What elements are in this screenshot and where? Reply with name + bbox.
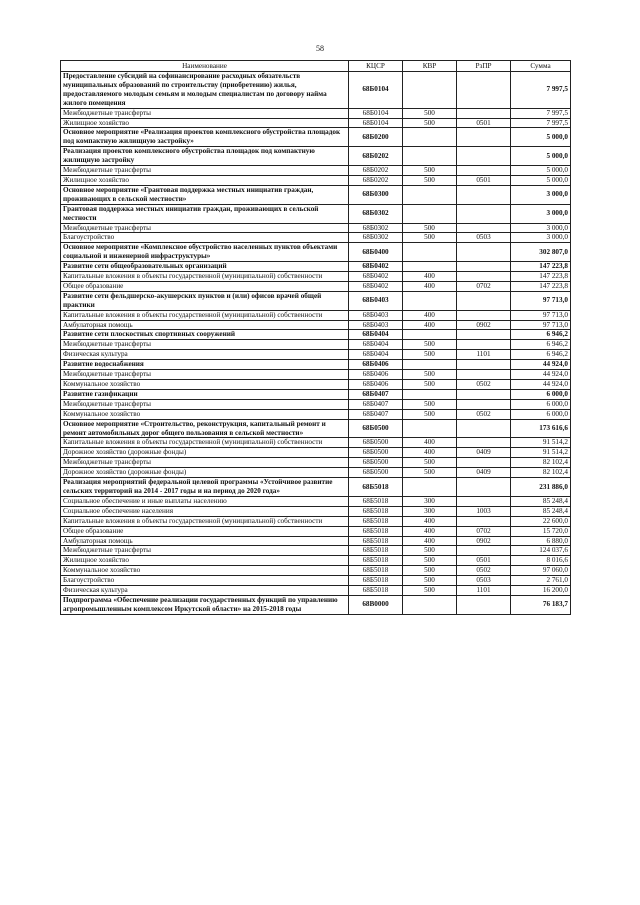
cell-kvr xyxy=(403,204,457,223)
cell-kcsr: 68Б0404 xyxy=(349,350,403,360)
cell-name: Капитальные вложения в объекты государственной (муниципальной) собственности xyxy=(61,310,349,320)
cell-name: Физическая культура xyxy=(61,350,349,360)
cell-sum: 2 761,0 xyxy=(511,576,571,586)
cell-rzpr xyxy=(457,419,511,438)
cell-sum: 97 713,0 xyxy=(511,320,571,330)
cell-kvr xyxy=(403,72,457,109)
cell-kvr xyxy=(403,262,457,272)
cell-rzpr xyxy=(457,478,511,497)
cell-name: Жилищное хозяйство xyxy=(61,556,349,566)
cell-name: Развитие сети плоскостных спортивных сооружений xyxy=(61,330,349,340)
cell-sum: 3 000,0 xyxy=(511,185,571,204)
cell-kvr xyxy=(403,243,457,262)
table-row xyxy=(61,566,571,576)
cell-kcsr: 68Б0403 xyxy=(349,320,403,330)
cell-rzpr xyxy=(457,72,511,109)
table-row xyxy=(61,350,571,360)
cell-rzpr xyxy=(457,185,511,204)
cell-rzpr: 0702 xyxy=(457,281,511,291)
cell-sum: 147 223,8 xyxy=(511,272,571,282)
header-kcsr: КЦСР xyxy=(349,61,403,72)
cell-kcsr: 68Б0406 xyxy=(349,370,403,380)
cell-kvr: 500 xyxy=(403,118,457,128)
cell-kcsr: 68Б5018 xyxy=(349,576,403,586)
cell-rzpr: 1101 xyxy=(457,586,511,596)
table-row xyxy=(61,166,571,176)
cell-rzpr xyxy=(457,330,511,340)
cell-kcsr: 68Б0404 xyxy=(349,340,403,350)
cell-sum: 173 616,6 xyxy=(511,419,571,438)
cell-kvr xyxy=(403,595,457,614)
table-row xyxy=(61,233,571,243)
header-kvr: КВР xyxy=(403,61,457,72)
cell-rzpr: 0902 xyxy=(457,320,511,330)
table-row xyxy=(61,118,571,128)
cell-sum: 97 713,0 xyxy=(511,291,571,310)
cell-kvr: 500 xyxy=(403,166,457,176)
cell-sum: 231 886,0 xyxy=(511,478,571,497)
cell-name: Подпрограмма «Обеспечение реализации государственных функций по управлению агропромышленным комплексом Иркутской области» на 2015-2018 годы xyxy=(61,595,349,614)
cell-kvr: 400 xyxy=(403,320,457,330)
cell-sum: 3 000,0 xyxy=(511,223,571,233)
table-row xyxy=(61,526,571,536)
cell-kcsr: 68Б0406 xyxy=(349,380,403,390)
cell-kvr: 500 xyxy=(403,370,457,380)
cell-sum: 5 000,0 xyxy=(511,166,571,176)
cell-kvr xyxy=(403,330,457,340)
cell-name: Социальное обеспечение населения xyxy=(61,506,349,516)
cell-kcsr: 68Б0407 xyxy=(349,389,403,399)
cell-sum: 6 880,0 xyxy=(511,536,571,546)
cell-kvr: 500 xyxy=(403,586,457,596)
cell-name: Капитальные вложения в объекты государственной (муниципальной) собственности xyxy=(61,272,349,282)
cell-kvr: 400 xyxy=(403,310,457,320)
cell-name: Развитие сети общеобразовательных организаций xyxy=(61,262,349,272)
cell-kcsr: 68Б0302 xyxy=(349,223,403,233)
cell-kvr: 500 xyxy=(403,233,457,243)
cell-sum: 82 102,4 xyxy=(511,468,571,478)
table-row xyxy=(61,448,571,458)
cell-rzpr xyxy=(457,438,511,448)
cell-kvr xyxy=(403,128,457,147)
cell-rzpr xyxy=(457,262,511,272)
cell-rzpr xyxy=(457,166,511,176)
cell-name: Капитальные вложения в объекты государственной (муниципальной) собственности xyxy=(61,516,349,526)
cell-kvr: 500 xyxy=(403,468,457,478)
cell-sum: 147 223,8 xyxy=(511,262,571,272)
cell-sum: 147 223,8 xyxy=(511,281,571,291)
cell-kvr: 400 xyxy=(403,516,457,526)
cell-rzpr: 0409 xyxy=(457,448,511,458)
cell-rzpr: 1003 xyxy=(457,506,511,516)
cell-name: Общее образование xyxy=(61,526,349,536)
cell-kvr xyxy=(403,389,457,399)
cell-kvr xyxy=(403,185,457,204)
cell-kcsr: 68Б5018 xyxy=(349,566,403,576)
cell-rzpr xyxy=(457,546,511,556)
header-rzpr: РзПР xyxy=(457,61,511,72)
cell-name: Амбулаторная помощь xyxy=(61,536,349,546)
cell-kvr: 500 xyxy=(403,556,457,566)
cell-kvr xyxy=(403,360,457,370)
table-row xyxy=(61,389,571,399)
cell-name: Коммунальное хозяйство xyxy=(61,409,349,419)
table-row xyxy=(61,175,571,185)
table-row xyxy=(61,468,571,478)
cell-kcsr: 68Б0500 xyxy=(349,419,403,438)
cell-rzpr: 0409 xyxy=(457,468,511,478)
table-row xyxy=(61,516,571,526)
cell-sum: 44 924,0 xyxy=(511,360,571,370)
cell-kvr: 400 xyxy=(403,448,457,458)
cell-sum: 91 514,2 xyxy=(511,438,571,448)
cell-kcsr: 68Б0402 xyxy=(349,281,403,291)
cell-kvr: 500 xyxy=(403,380,457,390)
table-row xyxy=(61,419,571,438)
cell-name: Основное мероприятие «Строительство, реконструкция, капитальный ремонт и ремонт автомобильных дорог общего пользования в сельской местности» xyxy=(61,419,349,438)
cell-sum: 302 807,0 xyxy=(511,243,571,262)
cell-kcsr: 68Б5018 xyxy=(349,526,403,536)
cell-kcsr: 68Б0407 xyxy=(349,409,403,419)
cell-sum: 97 060,0 xyxy=(511,566,571,576)
cell-name: Благоустройство xyxy=(61,233,349,243)
cell-sum: 16 200,0 xyxy=(511,586,571,596)
cell-name: Амбулаторная помощь xyxy=(61,320,349,330)
cell-rzpr xyxy=(457,360,511,370)
cell-rzpr: 0702 xyxy=(457,526,511,536)
cell-sum: 6 000,0 xyxy=(511,399,571,409)
table-row xyxy=(61,546,571,556)
table-row xyxy=(61,458,571,468)
cell-sum: 7 997,5 xyxy=(511,118,571,128)
cell-kcsr: 68В0000 xyxy=(349,595,403,614)
cell-name: Предоставление субсидий на софинансирование расходных обязательств муниципальных образований по строительству (приобретению) жилья, предоставляемого молодым семьям и молодым специалистам по договору найма жилого помещения xyxy=(61,72,349,109)
cell-rzpr xyxy=(457,595,511,614)
cell-rzpr xyxy=(457,496,511,506)
cell-kcsr: 68Б0500 xyxy=(349,438,403,448)
table-row xyxy=(61,281,571,291)
cell-kvr: 300 xyxy=(403,496,457,506)
cell-sum: 5 000,0 xyxy=(511,175,571,185)
cell-sum: 6 000,0 xyxy=(511,389,571,399)
table-row xyxy=(61,536,571,546)
cell-kvr: 500 xyxy=(403,340,457,350)
cell-kvr: 300 xyxy=(403,506,457,516)
cell-name: Межбюджетные трансферты xyxy=(61,108,349,118)
cell-name: Жилищное хозяйство xyxy=(61,118,349,128)
cell-name: Физическая культура xyxy=(61,586,349,596)
cell-rzpr xyxy=(457,223,511,233)
cell-name: Основное мероприятие «Реализация проектов комплексного обустройства площадок под компактную жилищную застройку» xyxy=(61,128,349,147)
cell-kcsr: 68Б0104 xyxy=(349,108,403,118)
cell-name: Межбюджетные трансферты xyxy=(61,399,349,409)
table-body xyxy=(61,72,571,615)
cell-name: Межбюджетные трансферты xyxy=(61,546,349,556)
table-row xyxy=(61,340,571,350)
cell-rzpr: 0902 xyxy=(457,536,511,546)
cell-kvr: 500 xyxy=(403,175,457,185)
cell-sum: 44 924,0 xyxy=(511,370,571,380)
cell-rzpr: 0502 xyxy=(457,380,511,390)
cell-sum: 6 946,2 xyxy=(511,350,571,360)
cell-kcsr: 68Б5018 xyxy=(349,556,403,566)
header-name: Наименование xyxy=(61,61,349,72)
cell-name: Социальное обеспечение и иные выплаты населению xyxy=(61,496,349,506)
cell-sum: 6 000,0 xyxy=(511,409,571,419)
cell-rzpr xyxy=(457,389,511,399)
cell-sum: 85 248,4 xyxy=(511,496,571,506)
cell-name: Жилищное хозяйство xyxy=(61,175,349,185)
cell-name: Коммунальное хозяйство xyxy=(61,566,349,576)
cell-rzpr: 0501 xyxy=(457,556,511,566)
cell-kcsr: 68Б0302 xyxy=(349,233,403,243)
cell-rzpr xyxy=(457,291,511,310)
cell-rzpr: 0502 xyxy=(457,566,511,576)
cell-kcsr: 68Б0406 xyxy=(349,360,403,370)
cell-sum: 3 000,0 xyxy=(511,233,571,243)
cell-sum: 91 514,2 xyxy=(511,448,571,458)
cell-kcsr: 68Б5018 xyxy=(349,586,403,596)
cell-kcsr: 68Б0202 xyxy=(349,147,403,166)
table-row xyxy=(61,506,571,516)
cell-kcsr: 68Б0403 xyxy=(349,291,403,310)
table-row xyxy=(61,595,571,614)
cell-rzpr xyxy=(457,108,511,118)
cell-kcsr: 68Б0403 xyxy=(349,310,403,320)
cell-rzpr: 0503 xyxy=(457,233,511,243)
cell-kcsr: 68Б0407 xyxy=(349,399,403,409)
cell-name: Развитие газификации xyxy=(61,389,349,399)
cell-name: Основное мероприятие «Комплексное обустройство населенных пунктов объектами социальной и инженерной инфраструктуры» xyxy=(61,243,349,262)
table-row xyxy=(61,360,571,370)
cell-sum: 22 600,0 xyxy=(511,516,571,526)
cell-name: Межбюджетные трансферты xyxy=(61,223,349,233)
cell-name: Межбюджетные трансферты xyxy=(61,458,349,468)
cell-kcsr: 68Б0400 xyxy=(349,243,403,262)
cell-sum: 15 720,0 xyxy=(511,526,571,536)
cell-sum: 82 102,4 xyxy=(511,458,571,468)
cell-rzpr xyxy=(457,399,511,409)
cell-kvr: 500 xyxy=(403,458,457,468)
cell-sum: 8 016,6 xyxy=(511,556,571,566)
table-row xyxy=(61,223,571,233)
cell-kcsr: 68Б0200 xyxy=(349,128,403,147)
cell-sum: 5 000,0 xyxy=(511,128,571,147)
cell-kvr: 400 xyxy=(403,281,457,291)
cell-kcsr: 68Б5018 xyxy=(349,506,403,516)
cell-kvr: 400 xyxy=(403,536,457,546)
cell-rzpr xyxy=(457,516,511,526)
cell-name: Общее образование xyxy=(61,281,349,291)
table-row xyxy=(61,262,571,272)
table-row xyxy=(61,380,571,390)
cell-rzpr xyxy=(457,340,511,350)
cell-rzpr xyxy=(457,204,511,223)
cell-sum: 7 997,5 xyxy=(511,72,571,109)
cell-name: Капитальные вложения в объекты государственной (муниципальной) собственности xyxy=(61,438,349,448)
table-row xyxy=(61,576,571,586)
cell-name: Коммунальное хозяйство xyxy=(61,380,349,390)
cell-kvr xyxy=(403,419,457,438)
table-row xyxy=(61,478,571,497)
cell-kvr: 500 xyxy=(403,350,457,360)
cell-kcsr: 68Б5018 xyxy=(349,496,403,506)
cell-kcsr: 68Б0402 xyxy=(349,262,403,272)
cell-rzpr: 0502 xyxy=(457,409,511,419)
cell-rzpr xyxy=(457,458,511,468)
cell-kcsr: 68Б5018 xyxy=(349,516,403,526)
cell-name: Дорожное хозяйство (дорожные фонды) xyxy=(61,468,349,478)
table-row xyxy=(61,108,571,118)
table-row xyxy=(61,72,571,109)
cell-sum: 44 924,0 xyxy=(511,380,571,390)
table-row xyxy=(61,310,571,320)
table-row xyxy=(61,370,571,380)
cell-kcsr: 68Б0104 xyxy=(349,72,403,109)
cell-kcsr: 68Б0104 xyxy=(349,118,403,128)
cell-kvr: 500 xyxy=(403,566,457,576)
table-row xyxy=(61,586,571,596)
cell-kvr: 500 xyxy=(403,576,457,586)
cell-rzpr xyxy=(457,128,511,147)
cell-rzpr xyxy=(457,243,511,262)
table-row xyxy=(61,496,571,506)
cell-sum: 3 000,0 xyxy=(511,204,571,223)
table-row xyxy=(61,320,571,330)
cell-sum: 85 248,4 xyxy=(511,506,571,516)
cell-name: Межбюджетные трансферты xyxy=(61,370,349,380)
cell-sum: 6 946,2 xyxy=(511,340,571,350)
cell-kvr: 500 xyxy=(403,108,457,118)
cell-name: Дорожное хозяйство (дорожные фонды) xyxy=(61,448,349,458)
table-header-row xyxy=(61,61,571,72)
cell-kcsr: 68Б0500 xyxy=(349,458,403,468)
cell-kcsr: 68Б5018 xyxy=(349,478,403,497)
cell-rzpr: 0503 xyxy=(457,576,511,586)
cell-name: Грантовая поддержка местных инициатив граждан, проживающих в сельской местности xyxy=(61,204,349,223)
table-row xyxy=(61,204,571,223)
header-sum: Сумма xyxy=(511,61,571,72)
cell-kcsr: 68Б0404 xyxy=(349,330,403,340)
cell-kvr xyxy=(403,291,457,310)
cell-kcsr: 68Б0500 xyxy=(349,468,403,478)
cell-name: Благоустройство xyxy=(61,576,349,586)
cell-rzpr: 0501 xyxy=(457,118,511,128)
cell-kcsr: 68Б0300 xyxy=(349,185,403,204)
cell-kvr xyxy=(403,478,457,497)
table-row xyxy=(61,399,571,409)
cell-kcsr: 68Б0202 xyxy=(349,175,403,185)
cell-kvr xyxy=(403,147,457,166)
table-row xyxy=(61,272,571,282)
cell-name: Межбюджетные трансферты xyxy=(61,340,349,350)
cell-sum: 6 946,2 xyxy=(511,330,571,340)
cell-rzpr xyxy=(457,147,511,166)
cell-sum: 124 037,6 xyxy=(511,546,571,556)
cell-rzpr xyxy=(457,310,511,320)
cell-sum: 7 997,5 xyxy=(511,108,571,118)
table-row xyxy=(61,185,571,204)
cell-kcsr: 68Б5018 xyxy=(349,546,403,556)
cell-kvr: 500 xyxy=(403,546,457,556)
table-row xyxy=(61,330,571,340)
table-row xyxy=(61,409,571,419)
cell-kvr: 400 xyxy=(403,272,457,282)
cell-rzpr: 0501 xyxy=(457,175,511,185)
cell-kcsr: 68Б0202 xyxy=(349,166,403,176)
cell-name: Межбюджетные трансферты xyxy=(61,166,349,176)
cell-name: Основное мероприятие «Грантовая поддержка местных инициатив граждан, проживающих в сельской местности» xyxy=(61,185,349,204)
cell-kcsr: 68Б0402 xyxy=(349,272,403,282)
cell-sum: 5 000,0 xyxy=(511,147,571,166)
cell-name: Развитие сети фельдшерско-акушерских пунктов и (или) офисов врачей общей практики xyxy=(61,291,349,310)
cell-sum: 76 183,7 xyxy=(511,595,571,614)
cell-kvr: 500 xyxy=(403,409,457,419)
cell-rzpr xyxy=(457,370,511,380)
cell-kvr: 400 xyxy=(403,526,457,536)
cell-kcsr: 68Б5018 xyxy=(349,536,403,546)
table-row xyxy=(61,556,571,566)
cell-rzpr xyxy=(457,272,511,282)
page-number: 58 xyxy=(316,44,324,53)
cell-name: Развитие водоснабжения xyxy=(61,360,349,370)
table-row xyxy=(61,147,571,166)
table-row xyxy=(61,438,571,448)
cell-kcsr: 68Б0500 xyxy=(349,448,403,458)
cell-kcsr: 68Б0302 xyxy=(349,204,403,223)
cell-kvr: 500 xyxy=(403,223,457,233)
cell-rzpr: 1101 xyxy=(457,350,511,360)
table-row xyxy=(61,291,571,310)
table-row xyxy=(61,243,571,262)
cell-name: Реализация мероприятий федеральной целевой программы «Устойчивое развитие сельских территорий на 2014 - 2017 годы и на период до 2020 года» xyxy=(61,478,349,497)
cell-name: Реализация проектов комплексного обустройства площадок под компактную жилищную застройку xyxy=(61,147,349,166)
cell-kvr: 500 xyxy=(403,399,457,409)
table-row xyxy=(61,128,571,147)
budget-table xyxy=(60,60,571,615)
cell-sum: 97 713,0 xyxy=(511,310,571,320)
cell-kvr: 400 xyxy=(403,438,457,448)
